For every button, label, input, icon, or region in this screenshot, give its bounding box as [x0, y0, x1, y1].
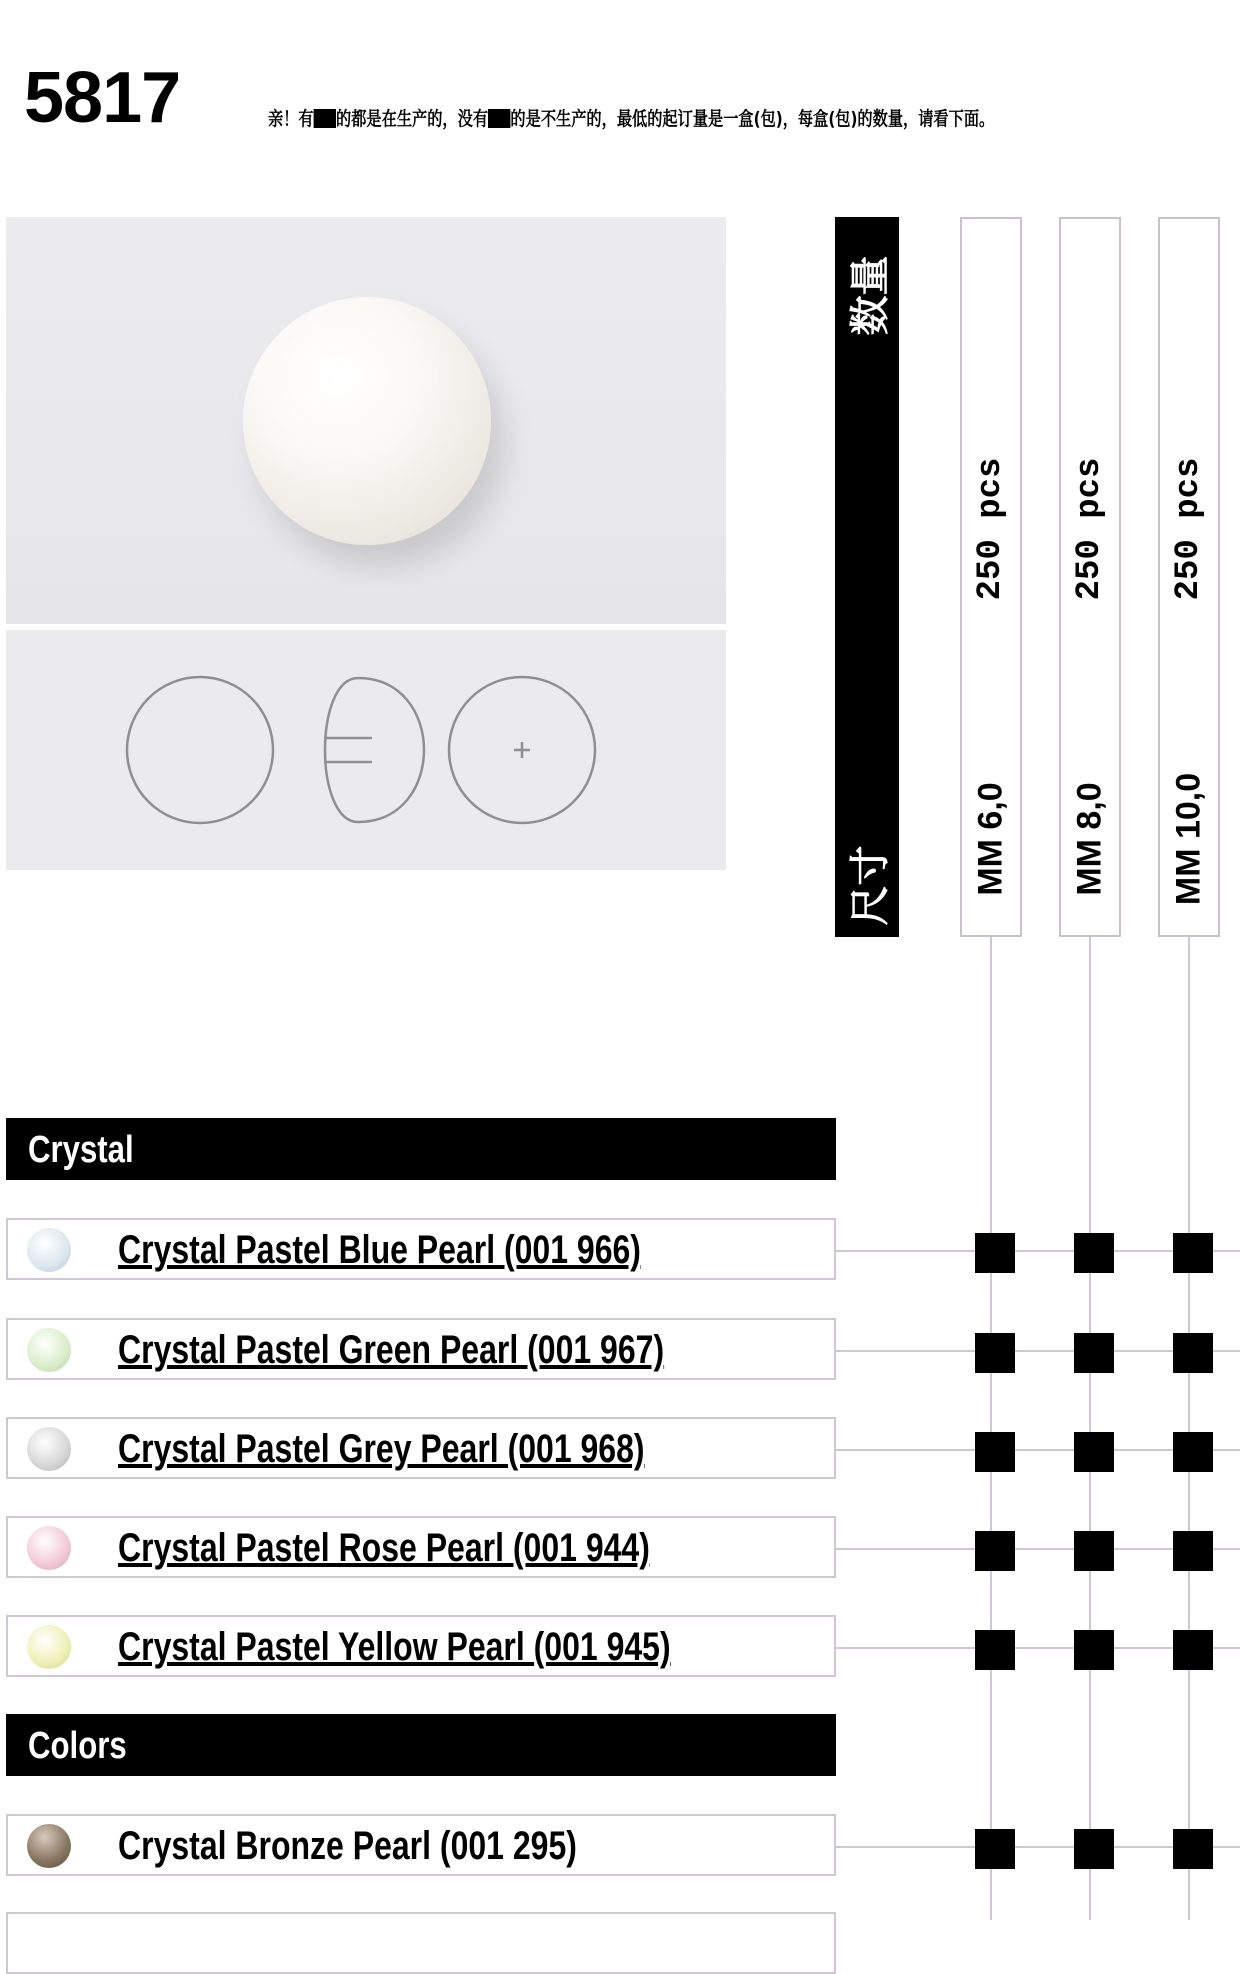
- available-mark: [1173, 1432, 1213, 1472]
- header-label-bar: [835, 217, 899, 937]
- color-swatch-icon: [27, 1427, 71, 1471]
- color-swatch-icon: [27, 1824, 71, 1868]
- list-item[interactable]: [6, 1318, 836, 1380]
- product-label: Crystal Bronze Pearl (001 295): [118, 1824, 577, 1868]
- available-mark: [1074, 1630, 1114, 1670]
- available-mark: [975, 1233, 1015, 1273]
- available-mark: [1074, 1333, 1114, 1373]
- list-item: [6, 1912, 836, 1974]
- product-link[interactable]: Crystal Pastel Rose Pearl (001 944): [118, 1526, 650, 1570]
- outline-drawing-icon: [6, 630, 726, 870]
- available-mark: [975, 1829, 1015, 1869]
- product-code: 5817: [24, 58, 181, 138]
- column-guide-line: [990, 937, 992, 1920]
- available-mark: [975, 1531, 1015, 1571]
- column-guide-line: [1188, 937, 1190, 1920]
- list-item[interactable]: [6, 1615, 836, 1677]
- size-column-3: [1158, 217, 1220, 937]
- section-title: Colors: [28, 1725, 127, 1767]
- available-mark: [1173, 1531, 1213, 1571]
- available-mark: [975, 1432, 1015, 1472]
- product-link[interactable]: Crystal Pastel Blue Pearl (001 966): [118, 1228, 641, 1272]
- note-text-2: 的都是在生产的，没有: [336, 108, 489, 130]
- available-mark: [1074, 1829, 1114, 1869]
- available-mark: [1173, 1630, 1213, 1670]
- note-text-3: 的是不生产的，最低的起订量是一盒(包)，每盒(包)的数量，请看下面。: [510, 108, 995, 130]
- product-link[interactable]: Crystal Pastel Green Pearl (001 967): [118, 1328, 665, 1372]
- legend-square-icon: [488, 109, 510, 128]
- available-mark: [975, 1333, 1015, 1373]
- list-item[interactable]: [6, 1417, 836, 1479]
- section-header-colors: [6, 1714, 836, 1776]
- color-swatch-icon: [27, 1228, 71, 1272]
- column-size: MM 10,0: [1169, 772, 1208, 906]
- quantity-header-label: 数量: [847, 255, 894, 336]
- size-header-label: 尺寸: [847, 845, 894, 926]
- product-link[interactable]: Crystal Pastel Yellow Pearl (001 945): [118, 1625, 671, 1669]
- available-mark: [1173, 1829, 1213, 1869]
- column-quantity: 250 pcs: [972, 457, 1010, 601]
- section-title: Crystal: [28, 1129, 134, 1171]
- technical-drawing: [6, 630, 726, 870]
- size-column-1: [960, 217, 1022, 937]
- column-quantity: 250 pcs: [1071, 457, 1109, 601]
- product-photo: [6, 217, 726, 624]
- section-header-crystal: [6, 1118, 836, 1180]
- column-quantity: 250 pcs: [1170, 457, 1208, 601]
- availability-note: [268, 104, 994, 131]
- color-swatch-icon: [27, 1526, 71, 1570]
- available-mark: [1173, 1333, 1213, 1373]
- list-item[interactable]: [6, 1218, 836, 1280]
- legend-square-icon: [314, 109, 336, 128]
- color-swatch-icon: [27, 1625, 71, 1669]
- pearl-image: [243, 297, 491, 545]
- list-item[interactable]: [6, 1814, 836, 1876]
- column-size: MM 8,0: [1070, 782, 1109, 896]
- available-mark: [1074, 1531, 1114, 1571]
- color-swatch-icon: [27, 1328, 71, 1372]
- available-mark: [1173, 1233, 1213, 1273]
- available-mark: [1074, 1432, 1114, 1472]
- product-link[interactable]: Crystal Pastel Grey Pearl (001 968): [118, 1427, 645, 1471]
- size-column-2: [1059, 217, 1121, 937]
- available-mark: [975, 1630, 1015, 1670]
- note-text-1: 亲！有: [268, 108, 314, 130]
- column-guide-line: [1089, 937, 1091, 1920]
- available-mark: [1074, 1233, 1114, 1273]
- list-item[interactable]: [6, 1516, 836, 1578]
- column-size: MM 6,0: [971, 782, 1010, 896]
